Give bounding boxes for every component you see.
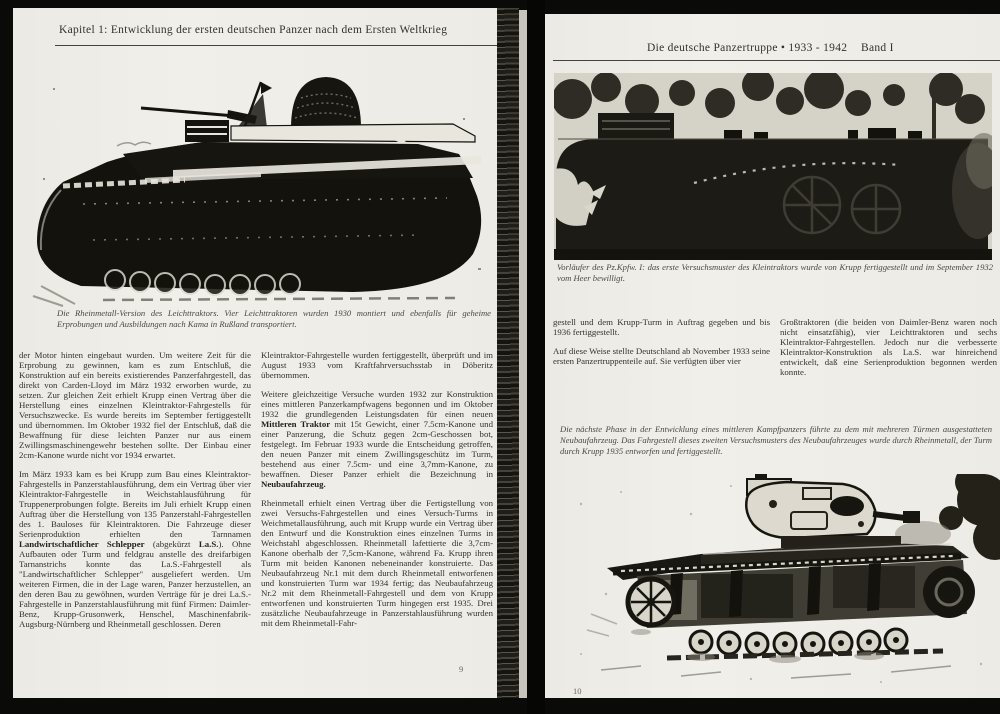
right-column-2 <box>780 317 997 386</box>
neubaufahrzeug-photo <box>551 474 1000 694</box>
left-column-2 <box>261 350 493 638</box>
paragraph: gestell und dem Krupp-Turm in Auftrag gegeben und bis 1936 fertiggestellt. <box>553 317 770 337</box>
book-spine-highlight <box>519 10 527 698</box>
gun-barrel <box>141 108 235 116</box>
paragraph: der Motor hinten eingebaut wurden. Um weitere Zeit für die Erprobung zu gewinnen, kam es zum Entschluß, die Konstruktion auf ein bereits existierendes Panzerfahrgestell, das direkt von Carden-Lloyd im März 1932 erworben wurde, zu setzen. Zur gleichen Zeit erhielt Krupp einen Vertrag über die Herstellung eines einzelnen Kleintraktor-Fahrgestells für Versuchszwecke. Es wurde bereits im September fertiggestellt und übernommen. Im Oktober 1932 fiel der Entschluß, daß die Bewaffnung für diese leichten Panzer nur aus einem Zwillingsmaschinengewehr bestehen sollte. Der Einbau einer 2cm-Kanone wurde nicht vor 1934 erwartet. <box>19 350 251 460</box>
left-photo-caption: Die Rheinmetall-Version des Leichttraktors. Vier Leichttraktoren wurden 1930 montiert und ebenfalls für geheime Erprobungen und Ausbildungen nach Kama in Rußland transportiert. <box>57 308 491 329</box>
tank-chassis <box>556 139 988 251</box>
left-header-rule <box>55 45 497 46</box>
bottom-photo-caption: Die nächste Phase in der Entwicklung eines mittleren Kampfpanzers führte zu dem mit mehreren Türmen ausgestatteten Neubaufahrzeug. Das Fahrgestell dieses zweiten Versuchsmusters des Neubaufahrzeuges wurde durch Rheinmetall, der Turm durch Krupp 1935 entworfen und fertiggestellt. <box>560 424 992 456</box>
right-header-rule <box>553 60 1000 61</box>
book-spine-shadow <box>527 0 545 714</box>
band-label: Band I <box>861 42 894 54</box>
left-column-1 <box>19 350 251 638</box>
right-page-number: 10 <box>573 686 582 696</box>
leichttraktor-photo <box>23 58 493 308</box>
right-page <box>545 14 1000 698</box>
right-page-columns <box>553 317 997 386</box>
paragraph: Auf diese Weise stellte Deutschland ab November 1933 seine ersten Panzertruppenteile auf. Sie verfügten über vier <box>553 346 770 366</box>
top-photo-caption: Vorläufer des Pz.Kpfw. I: das erste Versuchsmuster des Kleintraktors wurde von Krupp fertiggestellt und im September 1932 vom Heer bewilligt. <box>557 262 993 283</box>
paragraph: Großtraktoren (die beiden von Daimler-Benz waren noch nicht einsatzfähig), vier Leichttraktoren und sechs Kleintraktor-Fahrgestellen. Jedoch nur die verbesserte Kleintraktor-Konstruktion als La.S. war hinreichend entwickelt, daß eine Serienproduktion begonnen werden konnte. <box>780 317 997 377</box>
paragraph: Im März 1933 kam es bei Krupp zum Bau eines Kleintraktor-Fahrgestells in Panzerstahlausführung, dem ein Vertrag über vier Kleintraktor-Fahrgestelle in Weichstahlausführung für Truppenerprobungen folgte. Bereits im Juli erhielt Krupp einen Auftrag über die Herstellung von 135 Panzerstahl-Fahrgestellen des 1. Bauloses für Kleintraktoren. Die Fahrzeuge dieser Serienproduktion erhielten den Tarnnamen Landwirtschaftlicher Schlepper (abgekürzt La.S.). Ohne Aufbauten oder Turm und feldgrau anstelle des dreifarbigen Tarnanstrichs konnte das La.S.-Fahrgestell als "Landwirtschaftlicher Schlepper" ausgeliefert werden. Um weiteren Firmen, die in der Lage waren, Panzer herzustellen, an den deren Bau zu gewöhnen, wurden Verträge für je drei La.S.-Fahrgestelle in Panzerstahlausführung mit fünf Firmen: Daimler-Benz, Krupp-Grusonwerk, Henschel, Maschinenfabrik-Augsburg-Nürnberg und Rheinmetall geschlossen. Deren <box>19 469 252 629</box>
left-page <box>13 8 497 698</box>
right-page-header: Die deutsche Panzertruppe • 1933 - 1942 <box>647 42 848 54</box>
book-spine-texture <box>497 8 519 698</box>
kleintraktor-photo <box>554 73 992 260</box>
turret-dome <box>291 77 361 128</box>
paragraph: Rheinmetall erhielt einen Vertrag über die Fertigstellung von zwei Versuchs-Fahrgestellen und eines Versuch-Turms in Weichmetallausführung, auch mit Krupp wurde ein Vertrag über den Entwurf und die Konstruktion eines einzelnen Turms in Weichstahl abgeschlossen. Rheinmetall lafettierte die 3,7cm-Kanone oberhalb der 7,5cm-Kanone, während Fa. Krupp ihren Turm mit beiden Kanonen nebeneinander konstruierte. Das Neubaufahrzeug Nr.1 mit dem durch Rheinmetall entworfenen und konstruierten Turm war 1934 fertig; das Neubaufahrzeug Nr.2 mit dem Rheinmetall-Fahrgestell und dem von Krupp entworfenen und konstruierten Turm hingegen erst 1935. Drei zusätzliche Neubaufahrzeuge in Panzerstahlausführung wurden mit dem Rheinmetall-Fahr- <box>261 498 493 628</box>
right-column-1 <box>553 317 770 386</box>
main-gun <box>873 514 905 518</box>
left-page-number: 9 <box>459 664 464 674</box>
left-page-columns <box>19 350 493 638</box>
paragraph: Kleintraktor-Fahrgestelle wurden fertiggestellt, überprüft und im August 1933 vom Kraftfahrversuchsstab in Döberitz übernommen. <box>261 350 493 380</box>
paragraph: Weitere gleichzeitige Versuche wurden 1932 zur Konstruktion eines mittleren Panzerkampfwagens begonnen und im Oktober 1932 die grundlegenden Leistungsdaten für einen neuen Mittleren Traktor mit 15t Gewicht, einer 7.5cm-Kanone und einer Panzerung, die Schutz gegen 2cm-Geschossen bot, festgelegt. Im Februar 1933 wurde die Entscheidung getroffen, den neuen Panzer mit einem Zwillingsgeschütz im Turm, bestehend aus einer 7.5cm- und eine 3,7mm-Kanone, zu bewaffnen. Dieser Panzer erhielt die Bezeichnung in Neubaufahrzeug. <box>261 389 493 489</box>
left-page-header: Kapitel 1: Entwicklung der ersten deutschen Panzer nach dem Ersten Weltkrieg <box>59 24 448 36</box>
